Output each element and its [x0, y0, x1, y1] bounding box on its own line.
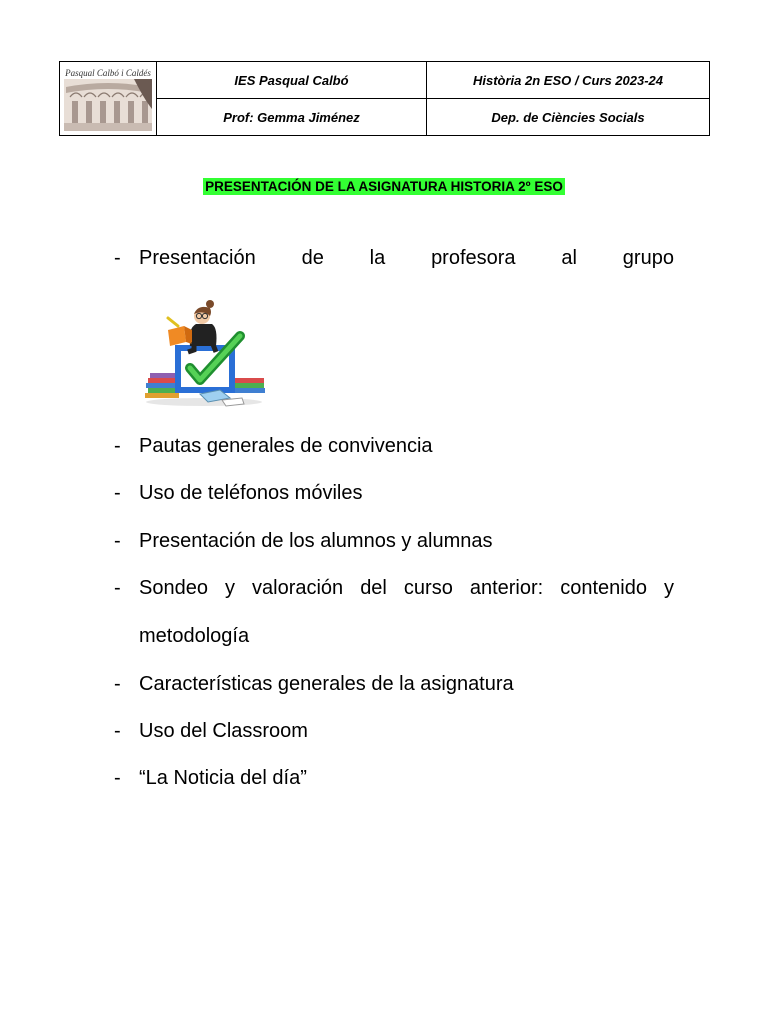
word: anterior:	[469, 577, 544, 599]
list-item-text: Uso del Classroom	[139, 720, 308, 742]
list-item-text: Presentación de los alumnos y alumnas	[139, 530, 493, 552]
list-bullet: -	[114, 767, 121, 789]
building-facade-icon	[64, 79, 152, 131]
list-bullet: -	[114, 577, 121, 599]
teacher-name: Prof: Gemma Jiménez	[157, 99, 427, 136]
page-title-wrapper	[0, 178, 768, 196]
word: la	[369, 247, 386, 269]
list-item-text: Características generales de la asignatura	[139, 673, 514, 695]
list-item-text: Pautas generales de convivencia	[139, 435, 433, 457]
word: curso	[403, 577, 453, 599]
word: Sondeo	[139, 577, 208, 599]
teacher-illustration	[138, 298, 270, 413]
department-name: Dep. de Ciències Socials	[427, 99, 710, 136]
list-bullet: -	[114, 530, 121, 552]
teacher-with-books-and-checkmark-icon	[138, 298, 270, 408]
word: profesora	[431, 247, 516, 269]
list-item-text: metodología	[139, 625, 250, 647]
word: Presentación	[139, 247, 256, 269]
list-item-text: Uso de teléfonos móviles	[139, 482, 363, 504]
list-item-text-justified	[139, 246, 674, 270]
word: valoración	[252, 577, 344, 599]
list-item-text: “La Noticia del día”	[139, 767, 307, 789]
word: al	[561, 247, 577, 269]
school-logo-cell	[60, 62, 157, 136]
school-name: IES Pasqual Calbó	[157, 62, 427, 99]
school-logo	[64, 66, 152, 132]
header-table	[59, 61, 710, 136]
word: del	[360, 577, 387, 599]
word: y	[663, 577, 674, 599]
list-bullet: -	[114, 720, 121, 742]
list-bullet: -	[114, 673, 121, 695]
list-item-text-justified	[139, 576, 674, 600]
list-bullet: -	[114, 482, 121, 504]
list-bullet: -	[114, 435, 121, 457]
word: y	[224, 577, 235, 599]
course-info: Història 2n ESO / Curs 2023-24	[427, 62, 710, 99]
word: de	[301, 247, 324, 269]
page-title: PRESENTACIÓN DE LA ASIGNATURA HISTORIA 2º ESO	[205, 179, 563, 194]
word: contenido	[560, 577, 647, 599]
list-bullet: -	[114, 247, 121, 269]
word: grupo	[622, 247, 674, 269]
logo-text: Pasqual Calbó i Caldés	[65, 67, 151, 78]
